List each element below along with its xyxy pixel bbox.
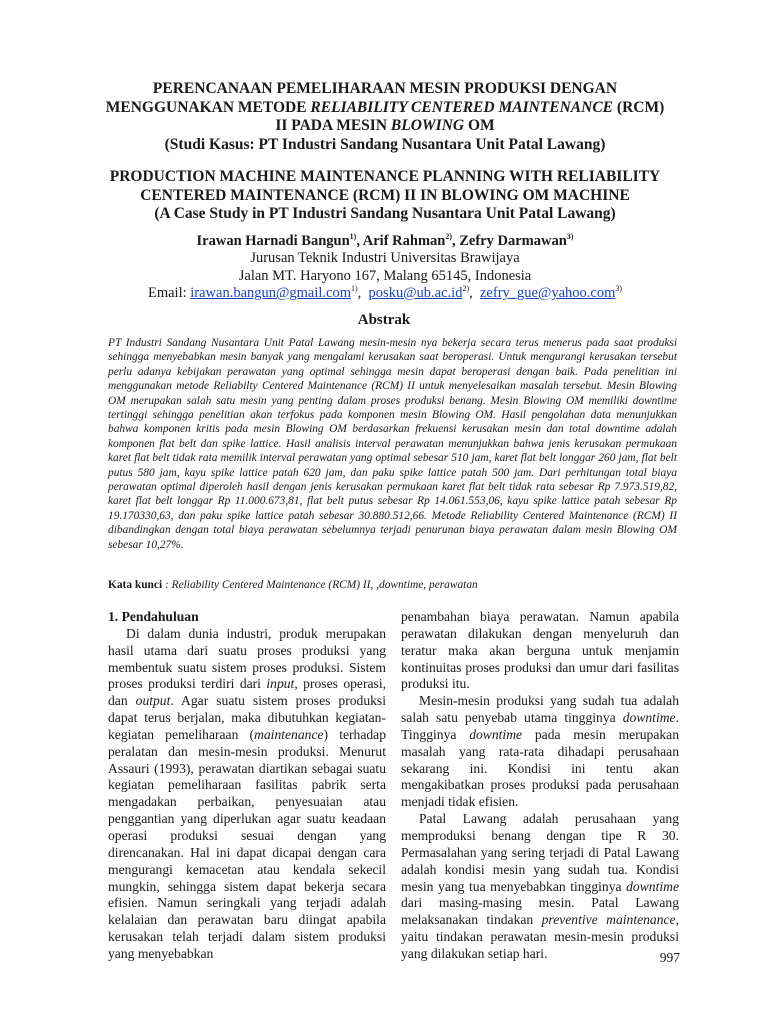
title-en-line-1: PRODUCTION MACHINE MAINTENANCE PLANNING WITH RELIABILITY	[109, 168, 661, 185]
page-number: 997	[659, 950, 680, 965]
title-id-line-1: PERENCANAAN PEMELIHARAAN MESIN PRODUKSI DENGAN	[152, 80, 618, 97]
left-column	[108, 609, 386, 963]
left-paragraph-1: Di dalam dunia industri, produk merupakan hasil utama dari suatu proses produksi yang membentuk suatu sistem proses produksi. Sistem proses produksi terdiri dari input, proses operasi, dan output. Agar suatu sistem proses produksi dapat terus berjalan, maka dibutuhkan kegiatan-kegiatan pemeliharaan (maintenance) terhadap peralatan dan mesin-mesin produksi. Menurut Assauri (1993), perawatan diartikan sebagai suatu kegiatan pemeliharaan fasilitas pabrik serta mengadakan perbaikan, penyesuaian atau penggantian yang diperlukan agar suatu keadaan operasi produksi sesuai dengan yang direncanakan. Hal ini dapat dicapai dengan cara mengurangi kemacetan atau kendala sekecil mungkin, sehingga sistem dapat bekerja secara efisien. Namun seringkali yang terjadi adalah kelalaian dan perawatan baru diingat apabila kerusakan telah terjadi dalam sistem produksi yang menyebabkan	[108, 625, 386, 961]
title-en-line-2: CENTERED MAINTENANCE (RCM) II IN BLOWING OM MACHINE	[140, 186, 630, 204]
title-english	[100, 168, 670, 224]
author-names: Irawan Harnadi Bangun$^{1)}$, Arif Rahman$^{2)}$, Zefry Darmawan$^{3)}$	[196, 232, 574, 249]
right-paragraph-1: penambahan biaya perawatan. Namun apabila perawatan dilakukan dengan menyeluruh dan teratur maka akan berguna untuk menjamin kontinuitas proses produksi dan umur dari fasilitas produksi itu.	[401, 609, 679, 692]
title-indonesian	[100, 80, 670, 154]
title-id-line-2: MENGGUNAKAN METODE RELIABILITY CENTERED MAINTENANCE (RCM)	[105, 98, 665, 116]
abstract-heading: Abstrak	[357, 312, 411, 328]
keywords-line: Kata kunci : Reliability Centered Maintenance (RCM) II, ,downtime, perawatan	[108, 579, 478, 591]
title-id-case-study: (Studi Kasus: PT Industri Sandang Nusantara Unit Patal Lawang)	[164, 135, 606, 153]
right-column	[401, 609, 679, 963]
affiliation-department: Jurusan Teknik Industri Universitas Brawijaya	[250, 250, 520, 266]
section-heading: 1. Pendahuluan	[108, 609, 199, 624]
title-id-line-3: II PADA MESIN BLOWING OM	[275, 117, 495, 134]
email-link-1[interactable]: irawan.bangun@gmail.com	[190, 285, 351, 301]
email-link-3[interactable]: zefry_gue@yahoo.com	[480, 285, 616, 301]
author-block	[100, 233, 670, 303]
email-line: Email: irawan.bangun@gmail.com$^{1)}$, $posku@ub.ac.id^{2)}$, zefry_gue@yahoo.com$^{3)}$	[147, 284, 623, 301]
email-link-2[interactable]: posku@ub.ac.id	[368, 285, 463, 301]
abstract-text: PT Industri Sandang Nusantara Unit Patal Lawang mesin-mesin nya bekerja secara terus menerus pada saat produksi sehingga menyebabkan mesin banyak yang mengalami kerusakan saat beroperasi. Untuk mengurangi kerusakan tersebut perlu adanya kebijakan perawatan yang optimal sehingga mesin dapat beroperasi dengan baik. Pada penelitian ini menggunakan metode Reliabilty Centered Maintenance (RCM) II untuk menyelesaikan masalah tersebut. Mesin Blowing OM merupakan salah satu mesin yang penting dalam proses produksi benang. Mesin Blowing OM memiliki downtime tertinggi sehingga penelitian akan terfokus pada komponen mesin Blowing OM. Hasil pengolahan data menunjukkan bahwa komponen kritis pada mesin Blowing OM berdasarkan frekuensi kerusakan mesin dan total downtime adalah komponen flat belt dan spike lattice. Hasil analisis interval perawatan menunjukkan bahwa jenis kerusakan permukaan karet flat belt tidak rata memilik interval perawatan yang optimal sebesar 510 jam, karet flat belt longgar 260 jam, flat belt putus 580 jam, kayu spike lattice patah 620 jam, dan paku spike lattice patah 500 jam. Dari perhitungan total biaya perawatan optimal diperoleh hasil dengan jenis kerusakan permukaan karet flat belt tidak rata sebesar Rp 7.973.519,82, karet flat belt longgar Rp 11.000.673,81, flat belt putus sebesar Rp 14.061.553,06, kayu spike lattice patah sebesar Rp 19.170330,63, dan paku spike lattice patah sebesar 30.880.512,66. Metode Reliability Centered Maintenance (RCM) II dibandingkan dengan total biaya perawatan sebelumnya terjadi penurunan biaya perawatan dalam mesin Blowing OM sebesar 10,27%.	[108, 337, 677, 551]
title-en-case-study: (A Case Study in PT Industri Sandang Nusantara Unit Patal Lawang)	[154, 205, 616, 222]
abstract-body	[108, 336, 677, 552]
affiliation-address: Jalan MT. Haryono 167, Malang 65145, Indonesia	[238, 267, 532, 284]
right-paragraph-2: Mesin-mesin produksi yang sudah tua adalah salah satu penyebab utama tingginya downtime. Tingginya downtime pada mesin merupakan masalah yang rata-rata dihadapi perusahaan sekarang ini. Kondisi ini tentu akan mengakibatkan proses produksi pada perusahaan menjadi tidak efisien.	[401, 693, 680, 810]
right-paragraph-3: Patal Lawang adalah perusahaan yang memproduksi benang dengan tipe R 30. Permasalahan yang sering terjadi di Patal Lawang adalah kondisi mesin yang sudah tua. Kondisi mesin yang tua menyebabkan tingginya downtime dari masing-masing mesin. Patal Lawang melaksanakan tindakan preventive maintenance, yaitu tindakan perawatan mesin-mesin produksi yang dilakukan setiap hari.	[401, 811, 679, 961]
